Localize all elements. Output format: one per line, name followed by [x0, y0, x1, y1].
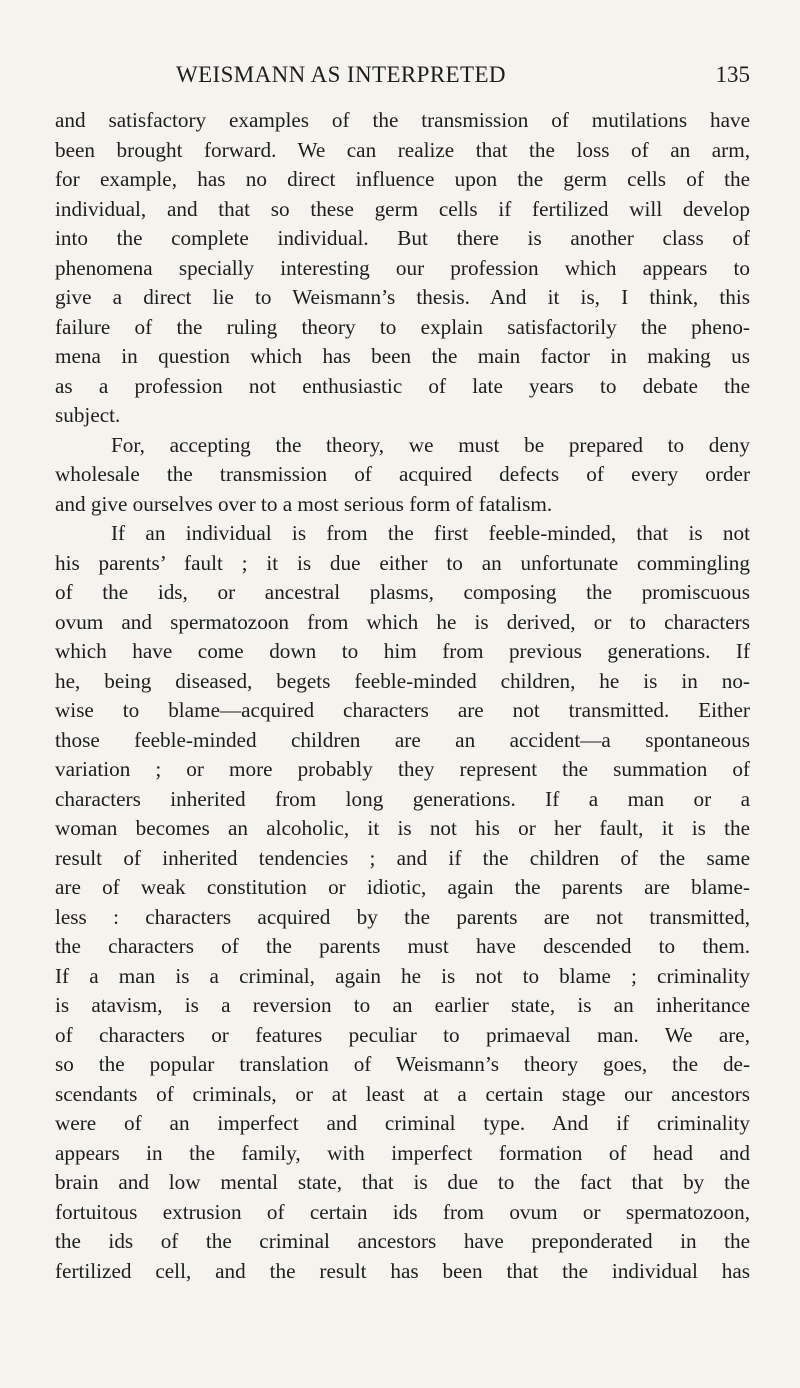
text-line: the characters of the parents must have descended to them. — [55, 934, 750, 958]
text-line: ovum and spermatozoon from which he is derived, or to characters — [55, 609, 750, 634]
text-line: the ids of the criminal ancestors have preponderated in the — [55, 1229, 750, 1253]
text-line: characters inherited from long generations. If a man or a — [55, 786, 750, 811]
text-line: into the complete individual. But there is another class of — [55, 226, 750, 250]
running-title: WEISMANN AS INTERPRETED — [176, 62, 506, 87]
text-line: which have come down to him from previous generations. If — [55, 639, 750, 663]
text-line: give a direct lie to Weismann’s thesis. And it is, I think, this — [55, 285, 750, 309]
text-line: wholesale the transmission of acquired defects of every order — [55, 462, 750, 486]
text-line: his parents’ fault ; it is due either to an unfortunate commingling — [55, 550, 750, 575]
text-line: individual, and that so these germ cells if fertilized will develop — [55, 196, 750, 221]
text-line: brain and low mental state, that is due to the fact that by the — [55, 1170, 750, 1194]
text-line: been brought forward. We can realize that the loss of an arm, — [55, 137, 750, 162]
text-line: subject. — [55, 403, 121, 427]
text-line: so the popular translation of Weismann’s theory goes, the de- — [55, 1052, 750, 1076]
text-line: less : characters acquired by the parents are not transmitted, — [55, 904, 750, 929]
text-line: If a man is a criminal, again he is not to blame ; criminality — [55, 963, 750, 988]
text-line: failure of the ruling theory to explain satisfactorily the pheno- — [55, 314, 750, 339]
text-line: scendants of criminals, or at least at a certain stage our ancestors — [55, 1081, 750, 1106]
text-line: wise to blame—acquired characters are not transmitted. Either — [55, 698, 750, 722]
text-line: were of an imperfect and criminal type. And if criminality — [55, 1111, 750, 1135]
text-line: are of weak constitution or idiotic, again the parents are blame- — [55, 875, 750, 899]
text-line: and give ourselves over to a most serious form of fatalism. — [55, 491, 553, 516]
page-number: 135 — [715, 62, 750, 87]
text-line: For, accepting the theory, we must be prepared to deny — [111, 432, 750, 457]
text-line: those feeble-minded children are an accident—a spontaneous — [55, 727, 750, 752]
text-line: phenomena specially interesting our profession which appears to — [55, 255, 750, 280]
body-text — [55, 106, 750, 1286]
text-line: and satisfactory examples of the transmission of mutilations have — [55, 108, 750, 132]
text-line: If an individual is from the first feeble-minded, that is not — [111, 521, 750, 545]
text-line: fortuitous extrusion of certain ids from ovum or spermatozoon, — [55, 1199, 750, 1224]
text-line: of the ids, or ancestral plasms, composing the promiscuous — [55, 580, 750, 604]
text-line: result of inherited tendencies ; and if the children of the same — [55, 845, 750, 870]
running-head — [176, 62, 750, 92]
text-line: woman becomes an alcoholic, it is not his or her fault, it is the — [55, 816, 750, 840]
text-line: appears in the family, with imperfect formation of head and — [55, 1140, 750, 1165]
text-line: variation ; or more probably they represent the summation of — [55, 757, 750, 781]
text-line: fertilized cell, and the result has been that the individual has — [55, 1258, 750, 1283]
text-line: mena in question which has been the main factor in making us — [55, 344, 750, 368]
text-line: is atavism, is a reversion to an earlier state, is an inheritance — [55, 993, 750, 1017]
text-line: as a profession not enthusiastic of late years to debate the — [55, 373, 750, 398]
text-line: for example, has no direct influence upon the germ cells of the — [55, 167, 750, 191]
text-line: he, being diseased, begets feeble-minded children, he is in no- — [55, 668, 750, 693]
text-line: of characters or features peculiar to primaeval man. We are, — [55, 1022, 750, 1047]
